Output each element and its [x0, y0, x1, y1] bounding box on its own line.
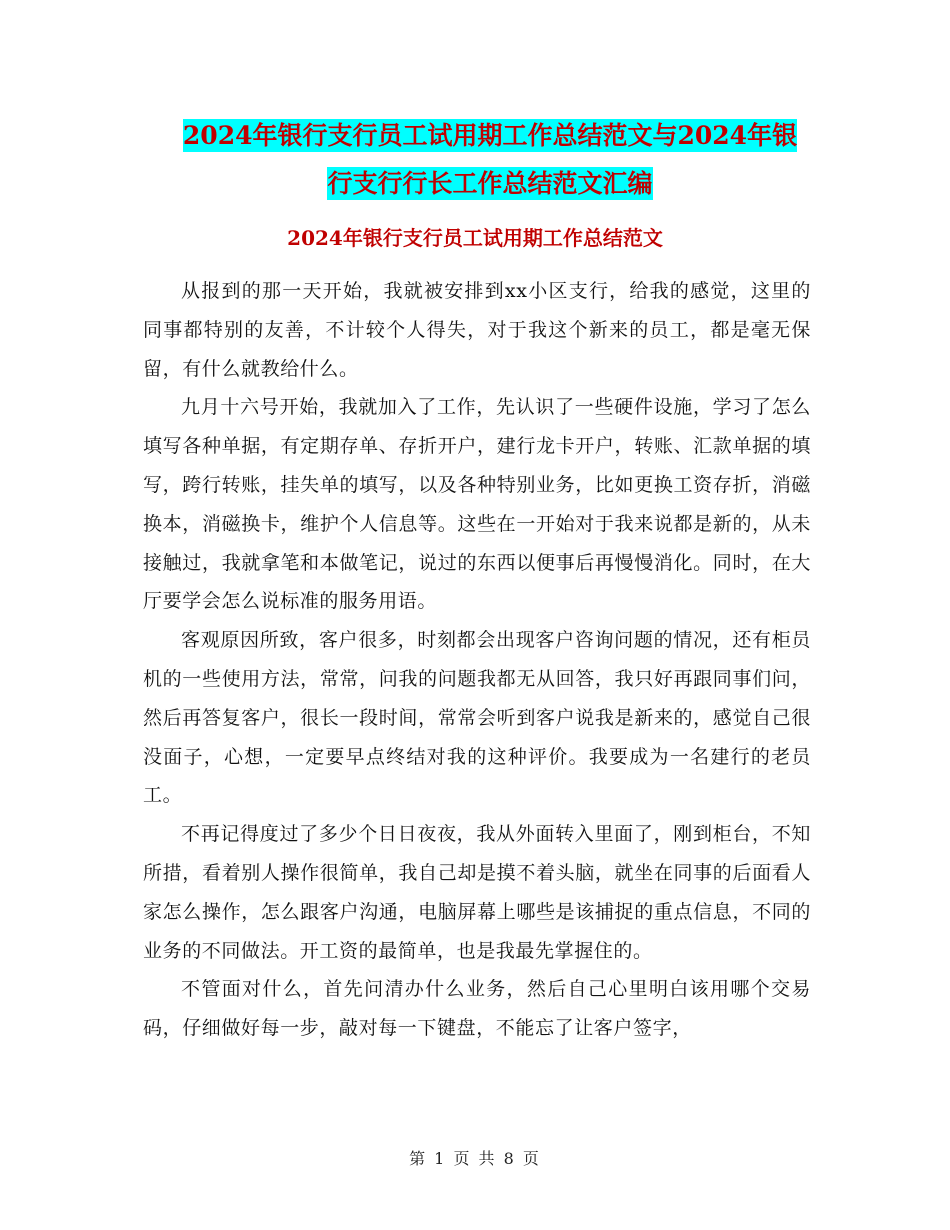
- document-title: [140, 112, 840, 208]
- document-title-line1: 2024年银行支行员工试用期工作总结范文与2024年银: [182, 121, 798, 150]
- paragraph: 不再记得度过了多少个日日夜夜，我从外面转入里面了，刚到柜台，不知所措，看着别人操作很简单，我自己却是摸不着头脑，就坐在同事的后面看人家怎么操作，怎么跟客户沟通，电脑屏幕上哪些是该捕捉的重点信息，不同的业务的不同做法。开工资的最简单，也是我最先掌握住的。: [143, 823, 811, 962]
- paragraph: 不管面对什么，首先问清办什么业务，然后自己心里明白该用哪个交易码，仔细做好每一步，敲对每一下键盘，不能忘了让客户签字，: [143, 978, 811, 1040]
- document-title-line2: 行支行行长工作总结范文汇编: [327, 169, 653, 198]
- section-subtitle: 2024年银行支行员工试用期工作总结范文: [287, 226, 663, 250]
- paragraph: 客观原因所致，客户很多，时刻都会出现客户咨询问题的情况，还有柜员机的一些使用方法，常常，问我的问题我都无从回答，我只好再跟同事们问，然后再答复客户，很长一段时间，常常会听到客户说我是新来的，感觉自己很没面子，心想，一定要早点终结对我的这种评价。我要成为一名建行的老员工。: [143, 629, 811, 807]
- paragraph: 九月十六号开始，我就加入了工作，先认识了一些硬件设施，学习了怎么填写各种单据，有定期存单、存折开户，建行龙卡开户，转账、汇款单据的填写，跨行转账，挂失单的填写，以及各种特别业务，比如更换工资存折，消磁换本，消磁换卡，维护个人信息等。这些在一开始对于我来说都是新的，从未接触过，我就拿笔和本做笔记，说过的东西以便事后再慢慢消化。同时，在大厅要学会怎么说标准的服务用语。: [143, 396, 811, 613]
- paragraph: 从报到的那一天开始，我就被安排到xx小区支行，给我的感觉，这里的同事都特别的友善，不计较个人得失，对于我这个新来的员工，都是毫无保留，有什么就教给什么。: [143, 280, 811, 380]
- document-body: [143, 272, 811, 1048]
- page-footer: 第 1 页 共 8 页: [409, 1149, 541, 1168]
